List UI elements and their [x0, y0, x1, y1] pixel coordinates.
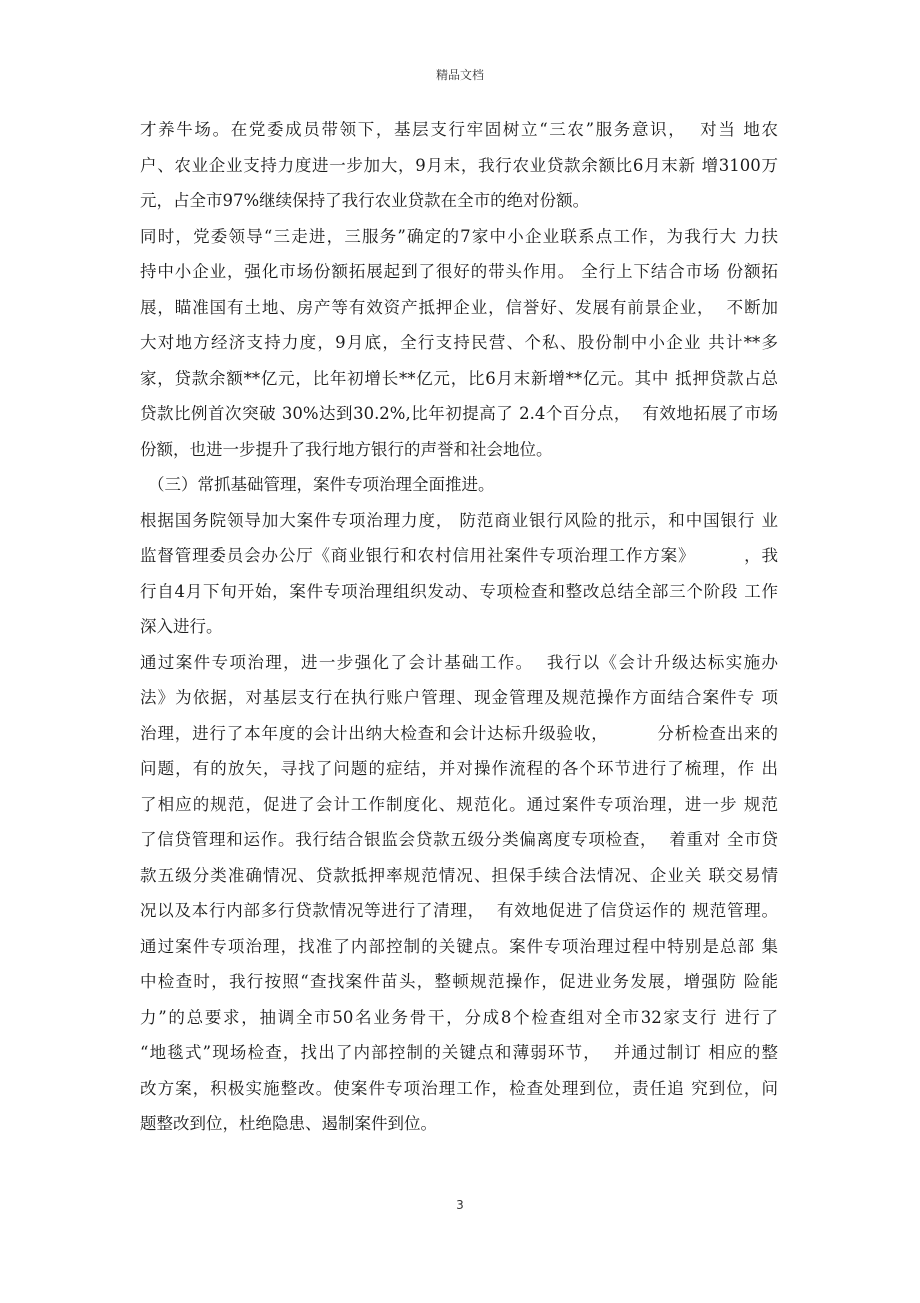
text-line: 份额，也进一步提升了我行地方银行的声誉和社会地位。	[140, 439, 553, 459]
document-body	[140, 112, 778, 1142]
text-line: 监督管理委员会办公厅《商业银行和农村信用社案件专项治理工作方案》 ，我	[140, 546, 778, 565]
text-line: 了信贷管理和运作。我行结合银监会贷款五级分类偏离度专项检查， 着重对 全市贷	[140, 830, 778, 849]
text-line: 才养牛场。在党委成员带领下，基层支行牢固树立“三农”服务意识， 对当 地农	[140, 120, 778, 139]
text-line: 况以及本行内部多行贷款情况等进行了清理， 有效地促进了信贷运作的 规范管理。	[140, 901, 778, 920]
text-line: 元，占全市97%继续保持了我行农业贷款在全市的绝对份额。	[140, 191, 590, 210]
text-line: 家，贷款余额**亿元，比年初增长**亿元，比6月末新增**亿元。其中 抵押贷款占总	[140, 368, 778, 388]
text-line: “地毯式”现场检查，找出了内部控制的关键点和薄弱环节， 并通过制订 相应的整	[140, 1043, 778, 1062]
text-line: 展，瞄准国有土地、房产等有效资产抵押企业，信誉好、发展有前景企业， 不断加	[140, 297, 778, 317]
page-number: 3	[456, 1198, 464, 1212]
text-line: 通过案件专项治理，进一步强化了会计基础工作。 我行以《会计升级达标实施办	[140, 652, 778, 672]
text-line: 行自4月下旬开始，案件专项治理组织发动、专项检查和整改总结全部三个阶段 工作	[140, 581, 778, 601]
text-line: 中检查时，我行按照“查找案件苗头，整顿规范操作，促进业务发展，增强防 险能	[140, 972, 778, 991]
text-line: 持中小企业，强化市场份额拓展起到了很好的带头作用。 全行上下结合市场 份额拓	[140, 262, 778, 281]
text-line: 贷款比例首次突破 30%达到30.2%,比年初提高了 2.4个百分点， 有效地拓展了市场	[140, 404, 778, 423]
text-line: 通过案件专项治理，找准了内部控制的关键点。案件专项治理过程中特别是总部 集	[140, 936, 778, 956]
text-line: 改方案，积极实施整改。使案件专项治理工作，检查处理到位，责任追 究到位，问	[140, 1078, 778, 1098]
text-line: 户、农业企业支持力度进一步加大，9月末，我行农业贷款余额比6月末新 增3100万	[140, 155, 778, 175]
text-line: 法》为依据，对基层支行在执行账户管理、现金管理及规范操作方面结合案件专 项	[140, 688, 778, 707]
text-line: 力”的总要求，抽调全市50名业务骨干，分成8个检查组对全市32家支行 进行了	[140, 1007, 778, 1027]
page-header: 精品文档	[435, 68, 484, 82]
text-line: 治理，进行了本年度的会计出纳大检查和会计达标升级验收， 分析检查出来的	[140, 723, 778, 743]
text-line: 深入进行。	[140, 617, 223, 636]
text-line: 大对地方经济支持力度，9月底，全行支持民营、个私、股份制中小企业 共计**多	[140, 333, 778, 352]
text-line: 问题，有的放矢，寻找了问题的症结，并对操作流程的各个环节进行了梳理，作 出	[140, 759, 778, 778]
text-line: 根据国务院领导加大案件专项治理力度， 防范商业银行风险的批示，和中国银行 业	[140, 510, 778, 530]
text-line: 题整改到位，杜绝隐患、遏制案件到位。	[140, 1114, 437, 1133]
text-line: 同时，党委领导“三走进，三服务”确定的7家中小企业联系点工作，为我行大 力扶	[140, 226, 778, 246]
text-line: （三）常抓基础管理，案件专项治理全面推进。	[148, 475, 495, 494]
text-line: 款五级分类准确情况、贷款抵押率规范情况、担保手续合法情况、企业关 联交易情	[140, 865, 778, 885]
text-line: 了相应的规范，促进了会计工作制度化、规范化。通过案件专项治理，进一步 规范	[140, 794, 778, 814]
